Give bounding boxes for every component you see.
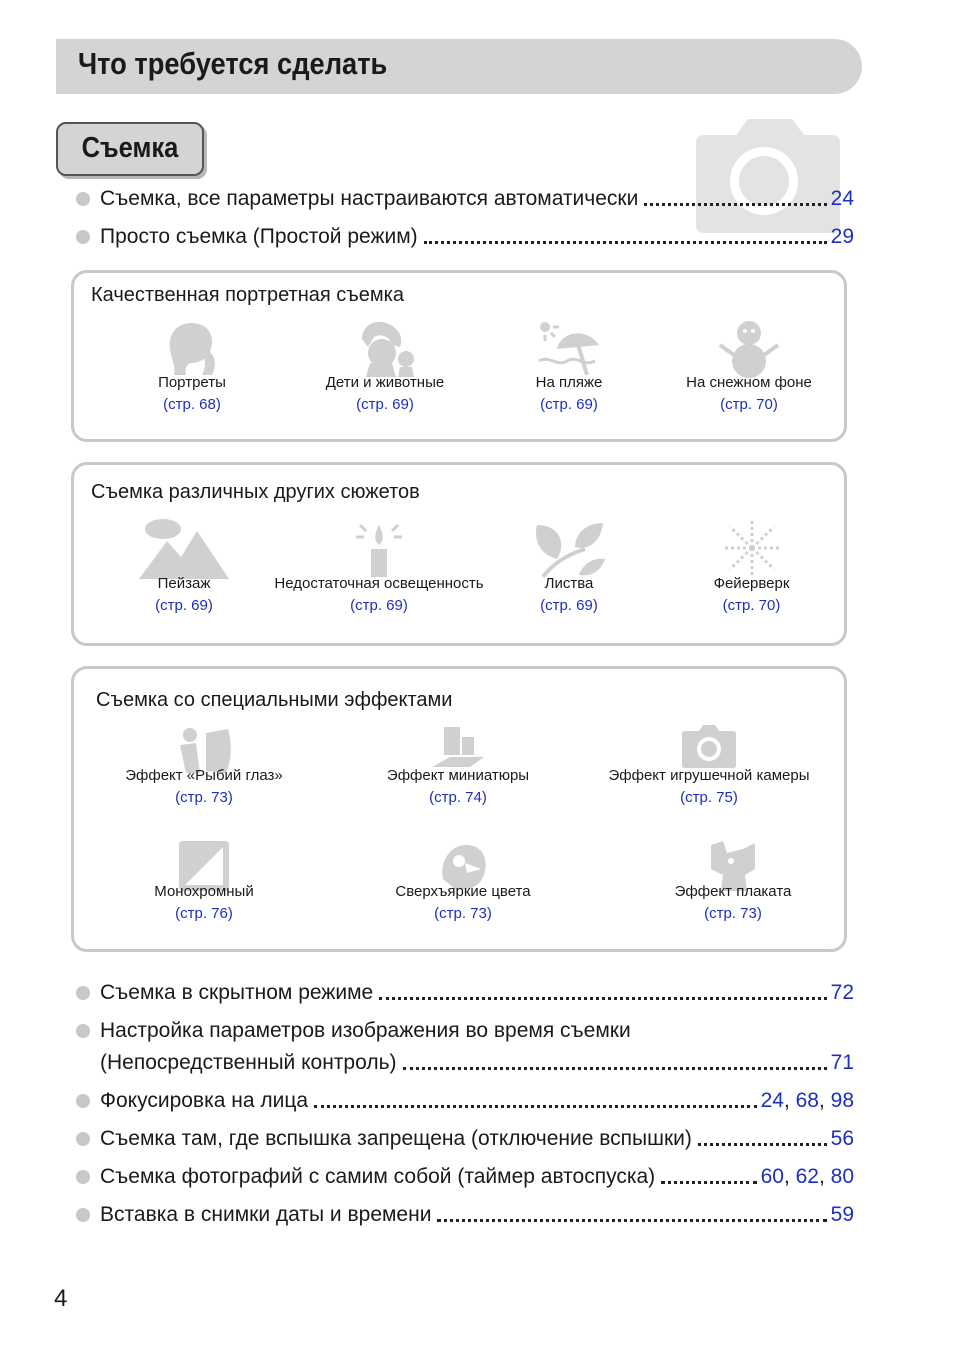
portrait-modes-box (71, 270, 847, 442)
toc-item[interactable] (76, 182, 854, 212)
toc-item[interactable] (76, 1014, 854, 1044)
page-ref[interactable]: (стр. 73) (175, 789, 233, 806)
mode-name: Монохромный (154, 883, 254, 900)
mode-name: Фейерверк (713, 575, 790, 592)
mode-name: Эффект плаката (674, 883, 792, 900)
mode-landscape[interactable] (124, 517, 244, 621)
mode-name: На снежном фоне (686, 374, 812, 391)
mode-poster[interactable] (648, 839, 818, 929)
mode-miniature[interactable] (368, 723, 548, 813)
dot-leader (661, 1181, 756, 1184)
mode-name: Портреты (158, 374, 226, 391)
effects-box (71, 666, 847, 952)
toc-label: Фокусировка на лица (100, 1089, 309, 1112)
toc-item[interactable] (76, 976, 854, 1006)
toc-item[interactable]: Фокусировка на лица 24, 68, 98 (76, 1084, 854, 1114)
dot-leader (424, 241, 827, 244)
toc-label: (Непосредственный контроль) (100, 1051, 397, 1074)
page-link[interactable]: 98 (830, 1089, 854, 1112)
page-ref[interactable]: (стр. 70) (722, 597, 781, 614)
toc-label: Настройка параметров изображения во время съемки (100, 1019, 631, 1042)
bullet-icon (76, 192, 90, 206)
toc-label: Съемка фотографий с самим собой (таймер автоспуска) (100, 1165, 656, 1188)
landscape-icon (139, 517, 229, 579)
page-link[interactable]: 59 (830, 1203, 854, 1226)
page-link[interactable]: 80 (830, 1165, 854, 1188)
mode-name: Недостаточная освещенность (274, 575, 484, 592)
mode-name: Эффект «Рыбий глаз» (125, 767, 283, 784)
toc-item-continued[interactable] (100, 1046, 854, 1076)
foliage-icon (533, 519, 605, 579)
toc-label: Съемка, все параметры настраиваются автоматически (100, 187, 639, 210)
dot-leader (314, 1105, 757, 1108)
bullet-icon (76, 1208, 90, 1222)
bullet-icon (76, 986, 90, 1000)
page-link[interactable]: 24 (830, 187, 854, 210)
section-tab (56, 122, 204, 176)
dot-leader (403, 1067, 827, 1070)
toc-label: Съемка в скрытном режиме (100, 981, 374, 1004)
page-ref[interactable]: (стр. 73) (434, 905, 492, 922)
mode-name: Эффект игрушечной камеры (608, 767, 810, 784)
dot-leader (644, 203, 826, 206)
page-ref[interactable]: (стр. 69) (350, 597, 408, 614)
bullet-icon (76, 1024, 90, 1038)
dot-leader (437, 1219, 826, 1222)
page-ref[interactable]: (стр. 75) (680, 789, 738, 806)
mode-fireworks[interactable] (684, 517, 819, 621)
kids-pets-icon (352, 319, 418, 379)
toc-item[interactable] (76, 1198, 854, 1228)
toc-label: Просто съемка (Простой режим) (100, 225, 418, 248)
mode-name: Пейзаж (157, 575, 211, 592)
fireworks-icon (720, 517, 784, 579)
scene-modes-box (71, 462, 847, 646)
page-link[interactable]: 62 (795, 1165, 819, 1188)
mode-monochrome[interactable] (134, 839, 274, 929)
page-link[interactable]: 24 (760, 1089, 784, 1112)
page-link[interactable]: 29 (830, 225, 854, 248)
section-tab-label: Съемка (81, 132, 179, 164)
bullet-icon (76, 1094, 90, 1108)
mode-portrait[interactable] (132, 319, 252, 419)
page-title: Что требуется сделать (78, 46, 388, 81)
page-link[interactable]: 68 (795, 1089, 819, 1112)
toc-item[interactable] (76, 220, 854, 250)
toc-item[interactable] (76, 1122, 854, 1152)
mode-name: На пляже (535, 374, 603, 391)
dot-leader (698, 1143, 827, 1146)
snowman-icon (718, 319, 780, 379)
page-ref[interactable]: (стр. 76) (175, 905, 233, 922)
beach-icon (537, 319, 601, 379)
page-ref[interactable]: (стр. 70) (720, 396, 778, 413)
mode-beach[interactable] (514, 319, 624, 419)
camera-icon (696, 117, 840, 233)
low-light-icon (352, 521, 406, 579)
page-ref[interactable]: (стр. 69) (540, 597, 598, 614)
mode-low-light[interactable] (264, 517, 494, 621)
bullet-icon (76, 1132, 90, 1146)
page-ref[interactable]: (стр. 69) (540, 396, 598, 413)
box-title: Съемка со специальными эффектами (96, 689, 453, 711)
box-title: Съемка различных других сюжетов (91, 481, 420, 503)
portrait-icon (162, 319, 222, 379)
page-ref[interactable]: (стр. 74) (429, 789, 487, 806)
mode-name: Сверхъяркие цвета (395, 883, 531, 900)
box-title: Качественная портретная съемка (91, 284, 404, 306)
dot-leader (379, 997, 826, 1000)
page-ref[interactable]: (стр. 73) (704, 905, 762, 922)
mode-toy-camera[interactable] (594, 723, 824, 813)
page-link[interactable]: 60 (760, 1165, 784, 1188)
page-ref[interactable]: (стр. 69) (356, 396, 414, 413)
mode-snow[interactable] (674, 319, 824, 419)
page-number: 4 (54, 1285, 68, 1312)
page-ref[interactable]: (стр. 68) (163, 396, 221, 413)
toy-camera-icon (681, 723, 737, 769)
mode-name: Листва (544, 575, 594, 592)
toc-label: Съемка там, где вспышка запрещена (отключение вспышки) (100, 1127, 692, 1150)
page-ref[interactable]: (стр. 69) (155, 597, 213, 614)
mode-fisheye[interactable] (114, 723, 294, 813)
mode-name: Дети и животные (325, 374, 445, 391)
page-link[interactable]: 56 (830, 1127, 854, 1150)
mode-kids-pets[interactable] (310, 319, 460, 419)
page-link[interactable]: 71 (830, 1051, 854, 1074)
bullet-icon (76, 230, 90, 244)
page-link[interactable]: 72 (830, 981, 854, 1004)
toc-label: Вставка в снимки даты и времени (100, 1203, 432, 1226)
mode-name: Эффект миниатюры (386, 767, 530, 784)
mode-super-vivid[interactable] (378, 839, 548, 929)
mode-foliage[interactable] (514, 517, 624, 621)
toc-item[interactable]: Съемка фотографий с самим собой (таймер автоспуска) 60, 62, 80 (76, 1160, 854, 1190)
bullet-icon (76, 1170, 90, 1184)
